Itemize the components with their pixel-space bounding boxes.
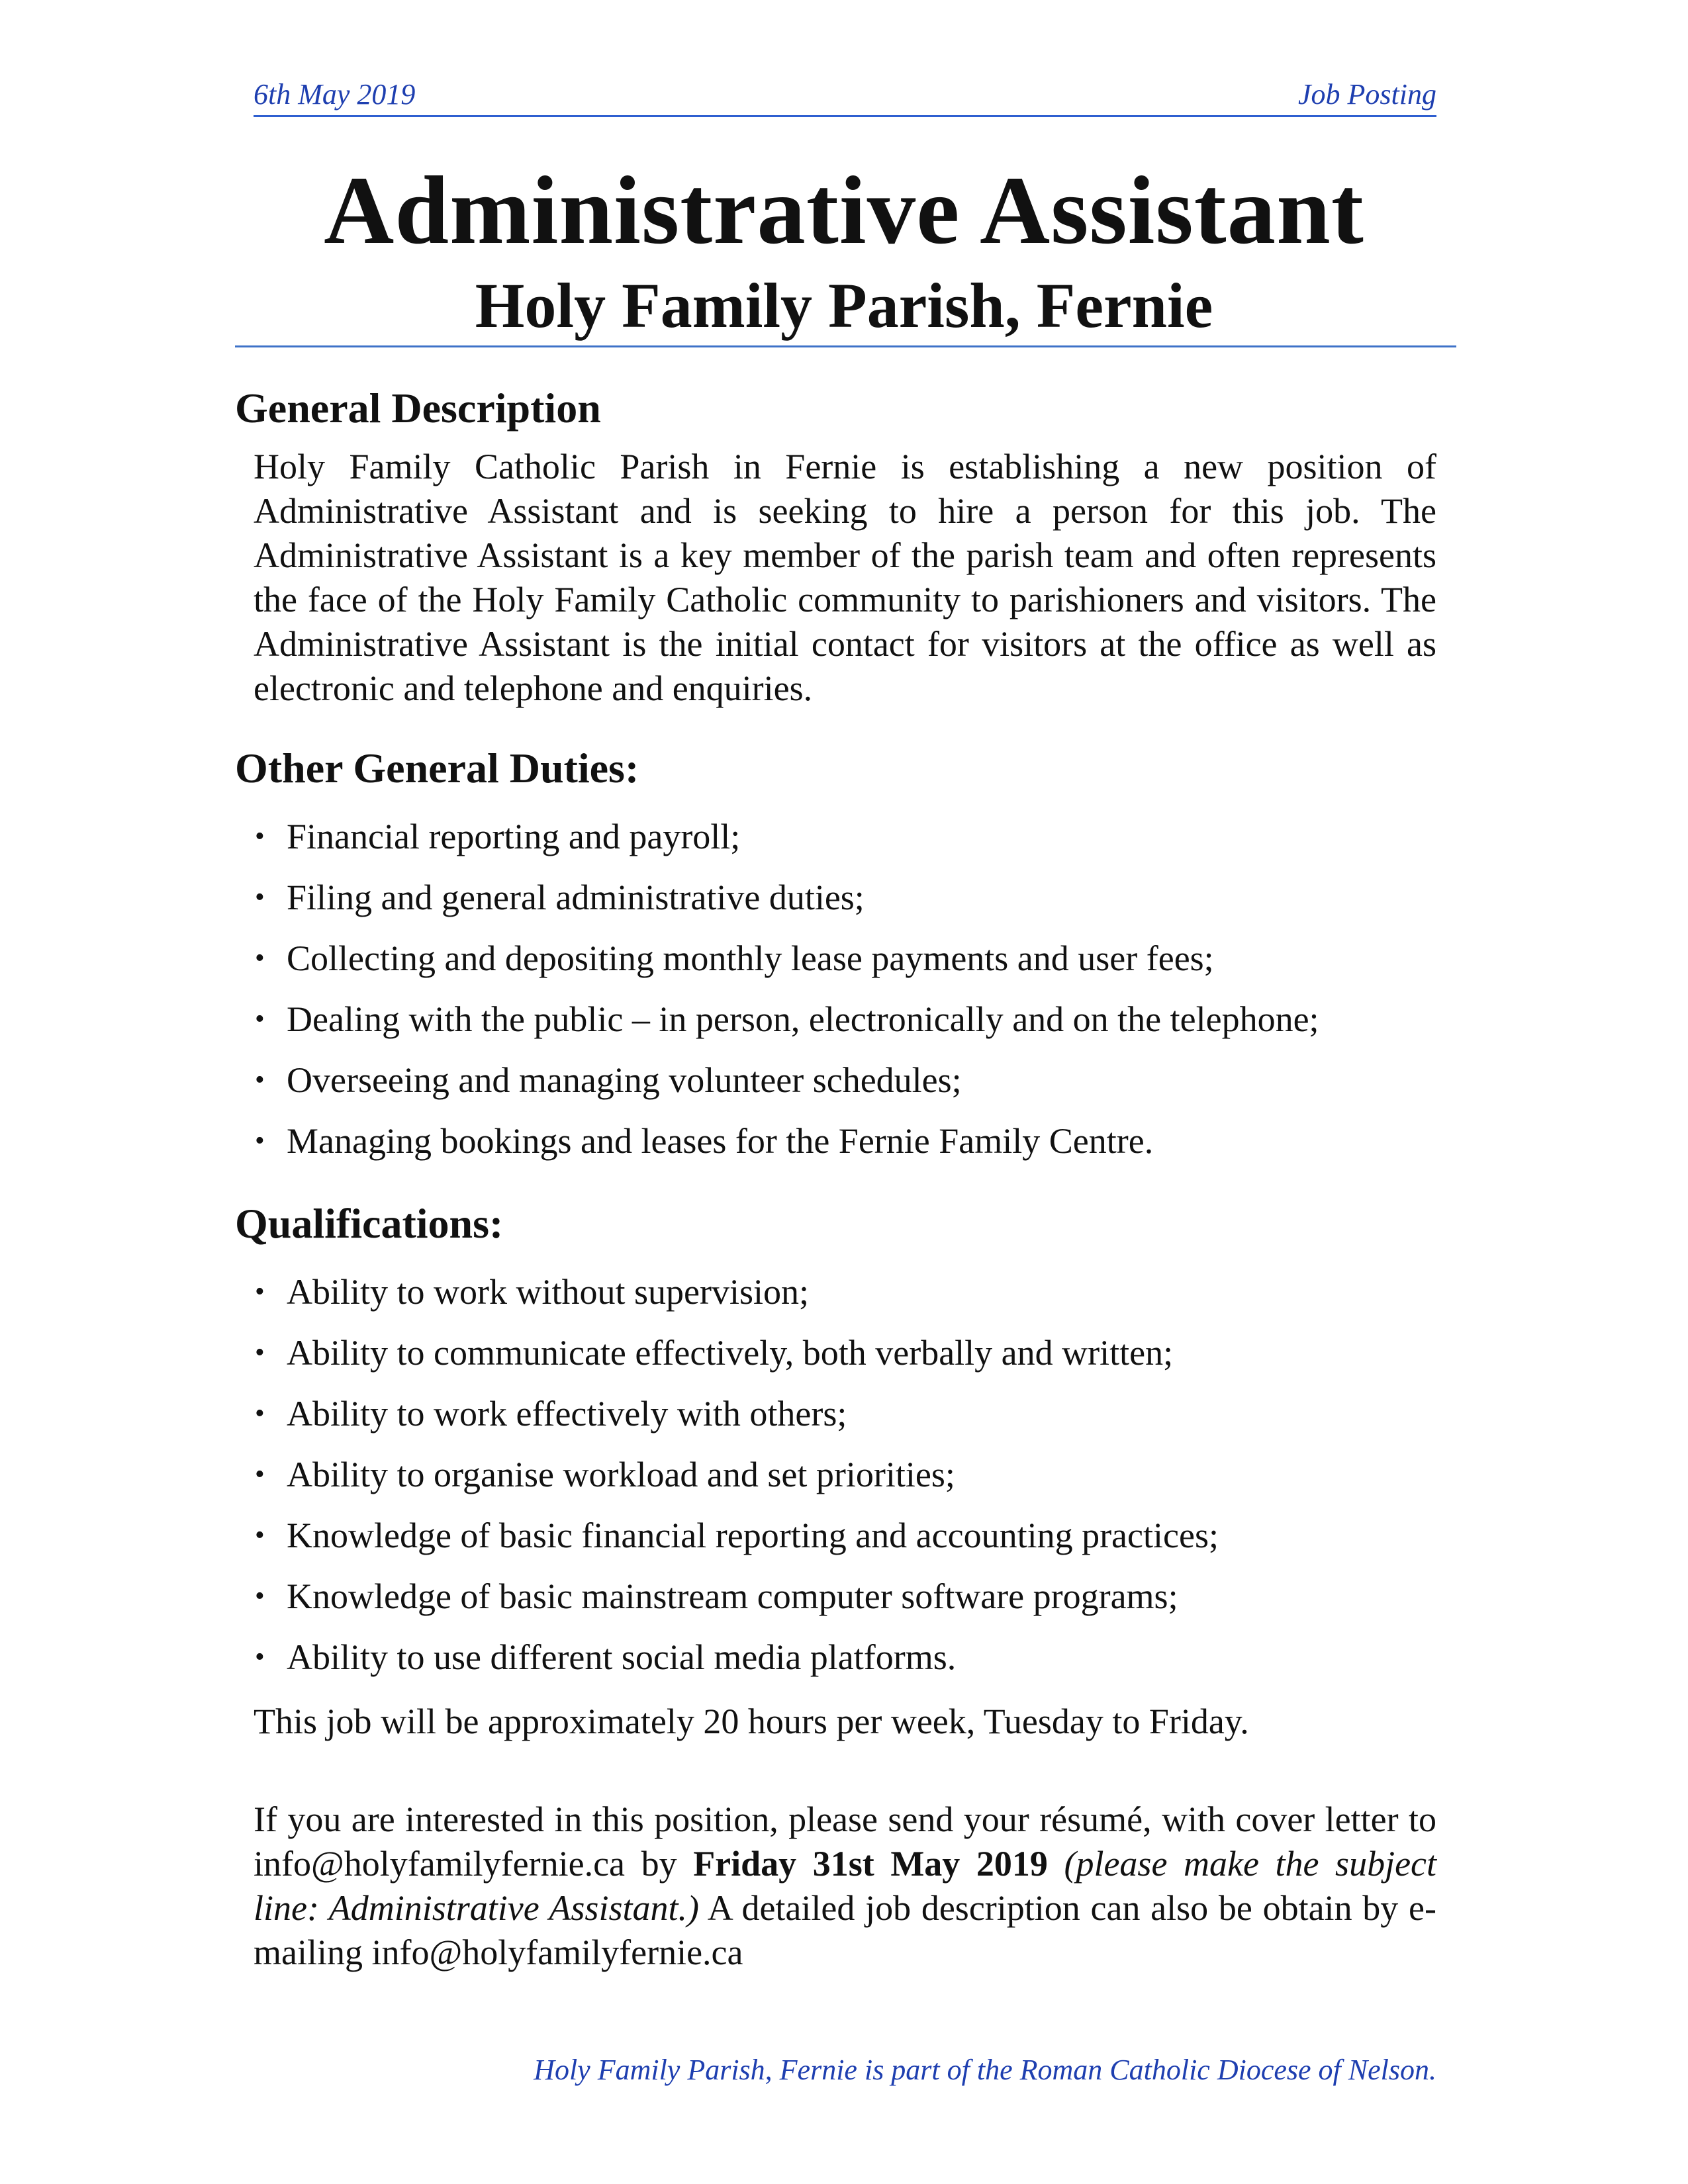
list-item: [254, 1505, 1436, 1566]
bullet-icon: •: [255, 1338, 265, 1368]
list-item-text: Overseeing and managing volunteer schedules;: [287, 1060, 962, 1100]
list-item-text: Knowledge of basic financial reporting and accounting practices;: [287, 1516, 1219, 1555]
application-deadline: Friday 31st May 2019: [693, 1844, 1048, 1884]
bullet-icon: •: [255, 1277, 265, 1307]
bullet-icon: •: [255, 1459, 265, 1490]
list-item: [254, 1050, 1436, 1111]
page-header: [254, 74, 1436, 117]
duties-heading: Other General Duties:: [235, 745, 639, 792]
page-footer: Holy Family Parish, Fernie is part of the Roman Catholic Diocese of Nelson.: [534, 2054, 1436, 2086]
application-intro: If you are interested in this position, please send your résumé, with cover letter to info@holyfamilyfernie.ca by: [254, 1799, 1436, 1884]
list-item: [254, 806, 1436, 867]
bullet-icon: •: [255, 821, 265, 852]
bullet-icon: •: [255, 1004, 265, 1034]
application-instructions: [254, 1797, 1436, 1975]
hours-note: This job will be approximately 20 hours per week, Tuesday to Friday.: [254, 1702, 1249, 1741]
bullet-icon: •: [255, 882, 265, 913]
list-item: [254, 1322, 1436, 1383]
main-content: [235, 379, 1436, 1975]
general-description-text: Holy Family Catholic Parish in Fernie is establishing a new position of Administrative Assistant and is seeking to hire a person for this job. The Administrative Assistant is a key member of the parish team and often represents the face of the Holy Family Catholic community to parishioners and visitors. The Administrative Assistant is the initial contact for visitors at the office as well as electronic and telephone and enquiries.: [254, 447, 1436, 708]
qualifications-list: [254, 1261, 1436, 1688]
title-divider: [235, 345, 1456, 347]
list-item: [254, 1383, 1436, 1444]
list-item-text: Financial reporting and payroll;: [287, 817, 741, 856]
list-item-text: Ability to work effectively with others;: [287, 1394, 847, 1433]
list-item: [254, 1627, 1436, 1688]
bullet-icon: •: [255, 943, 265, 974]
list-item: [254, 928, 1436, 989]
bullet-icon: •: [255, 1642, 265, 1672]
list-item-text: Collecting and depositing monthly lease payments and user fees;: [287, 938, 1214, 978]
list-item-text: Ability to communicate effectively, both verbally and written;: [287, 1333, 1174, 1373]
list-item: [254, 1444, 1436, 1505]
list-item-text: Filing and general administrative duties;: [287, 878, 865, 917]
duties-list: [254, 806, 1436, 1171]
bullet-icon: •: [255, 1398, 265, 1429]
list-item: [254, 989, 1436, 1050]
list-item-text: Knowledge of basic mainstream computer software programs;: [287, 1576, 1178, 1616]
application-outro: A detailed job description can also be obtain by e-mailing info@holyfamilyfernie.ca: [254, 1888, 1436, 1972]
list-item-text: Dealing with the public – in person, electronically and on the telephone;: [287, 999, 1319, 1039]
document-type: Job Posting: [1298, 78, 1436, 111]
bullet-icon: •: [255, 1520, 265, 1551]
list-item-text: Ability to organise workload and set priorities;: [287, 1455, 955, 1494]
posting-date: 6th May 2019: [254, 78, 416, 111]
qualifications-heading: Qualifications:: [235, 1200, 504, 1247]
list-item: [254, 1261, 1436, 1322]
list-item-text: Ability to work without supervision;: [287, 1272, 809, 1312]
page-title: Administrative Assistant: [324, 156, 1364, 264]
list-item: [254, 1111, 1436, 1171]
list-item: [254, 1566, 1436, 1627]
subject-line-note: (please make the subject line: Administrative Assistant.): [254, 1844, 1437, 1928]
general-description-heading: General Description: [235, 385, 601, 432]
list-item-text: Ability to use different social media platforms.: [287, 1637, 957, 1677]
list-item: [254, 867, 1436, 928]
bullet-icon: •: [255, 1126, 265, 1156]
list-item-text: Managing bookings and leases for the Fernie Family Centre.: [287, 1121, 1154, 1161]
bullet-icon: •: [255, 1581, 265, 1612]
bullet-icon: •: [255, 1065, 265, 1095]
page-subtitle: Holy Family Parish, Fernie: [475, 270, 1213, 341]
